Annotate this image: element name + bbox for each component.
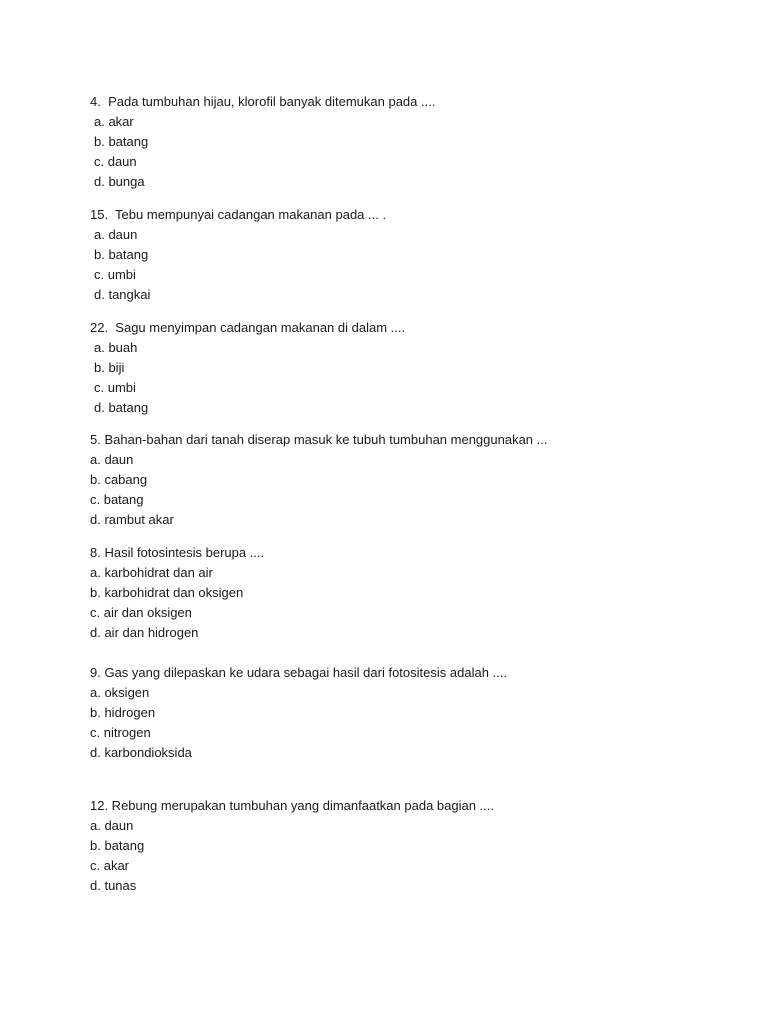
option-b: b. karbohidrat dan oksigen — [90, 585, 244, 600]
option-c: c. daun — [94, 154, 137, 169]
option-a: a. akar — [94, 114, 134, 129]
question-12 — [90, 796, 690, 896]
question-22 — [90, 318, 690, 418]
options-list — [90, 816, 690, 896]
option-b: b. batang — [94, 247, 149, 262]
option-c: c. umbi — [94, 380, 136, 395]
option-a: a. daun — [94, 227, 138, 242]
question-4 — [90, 92, 690, 192]
option-c: c. air dan oksigen — [90, 605, 192, 620]
question-text: 8. Hasil fotosintesis berupa .... — [90, 545, 265, 560]
options-list — [90, 338, 690, 418]
option-c: c. nitrogen — [90, 725, 151, 740]
option-c: c. akar — [90, 858, 130, 873]
option-a: a. karbohidrat dan air — [90, 565, 213, 580]
option-a: a. oksigen — [90, 685, 150, 700]
option-a: a. daun — [90, 452, 134, 467]
option-b: b. cabang — [90, 472, 148, 487]
option-a: a. buah — [94, 340, 138, 355]
option-d: d. karbondioksida — [90, 745, 192, 760]
question-9 — [90, 663, 690, 763]
option-c: c. batang — [90, 492, 144, 507]
question-15 — [90, 205, 690, 305]
option-b: b. batang — [90, 838, 145, 853]
question-text: 15. Tebu mempunyai cadangan makanan pada ... . — [90, 207, 387, 222]
question-text: 12. Rebung merupakan tumbuhan yang dimanfaatkan pada bagian .... — [90, 798, 495, 813]
option-d: d. bunga — [94, 174, 145, 189]
option-d: d. tangkai — [94, 287, 151, 302]
question-8 — [90, 543, 690, 643]
option-d: d. batang — [94, 400, 149, 415]
option-b: b. batang — [94, 134, 149, 149]
option-d: d. air dan hidrogen — [90, 625, 199, 640]
question-text: 4. Pada tumbuhan hijau, klorofil banyak ditemukan pada .... — [90, 94, 436, 109]
options-list — [90, 225, 690, 305]
question-text: 9. Gas yang dilepaskan ke udara sebagai hasil dari fotositesis adalah .... — [90, 665, 507, 680]
option-a: a. daun — [90, 818, 134, 833]
options-list — [90, 683, 690, 763]
options-list — [90, 112, 690, 192]
option-d: d. tunas — [90, 878, 137, 893]
options-list — [90, 450, 690, 530]
question-text: 22. Sagu menyimpan cadangan makanan di dalam .... — [90, 320, 406, 335]
options-list — [90, 563, 690, 643]
question-text: 5. Bahan-bahan dari tanah diserap masuk ke tubuh tumbuhan menggunakan ... — [90, 432, 548, 447]
option-d: d. rambut akar — [90, 512, 174, 527]
option-b: b. biji — [94, 360, 125, 375]
question-5 — [90, 430, 690, 530]
option-b: b. hidrogen — [90, 705, 156, 720]
option-c: c. umbi — [94, 267, 136, 282]
